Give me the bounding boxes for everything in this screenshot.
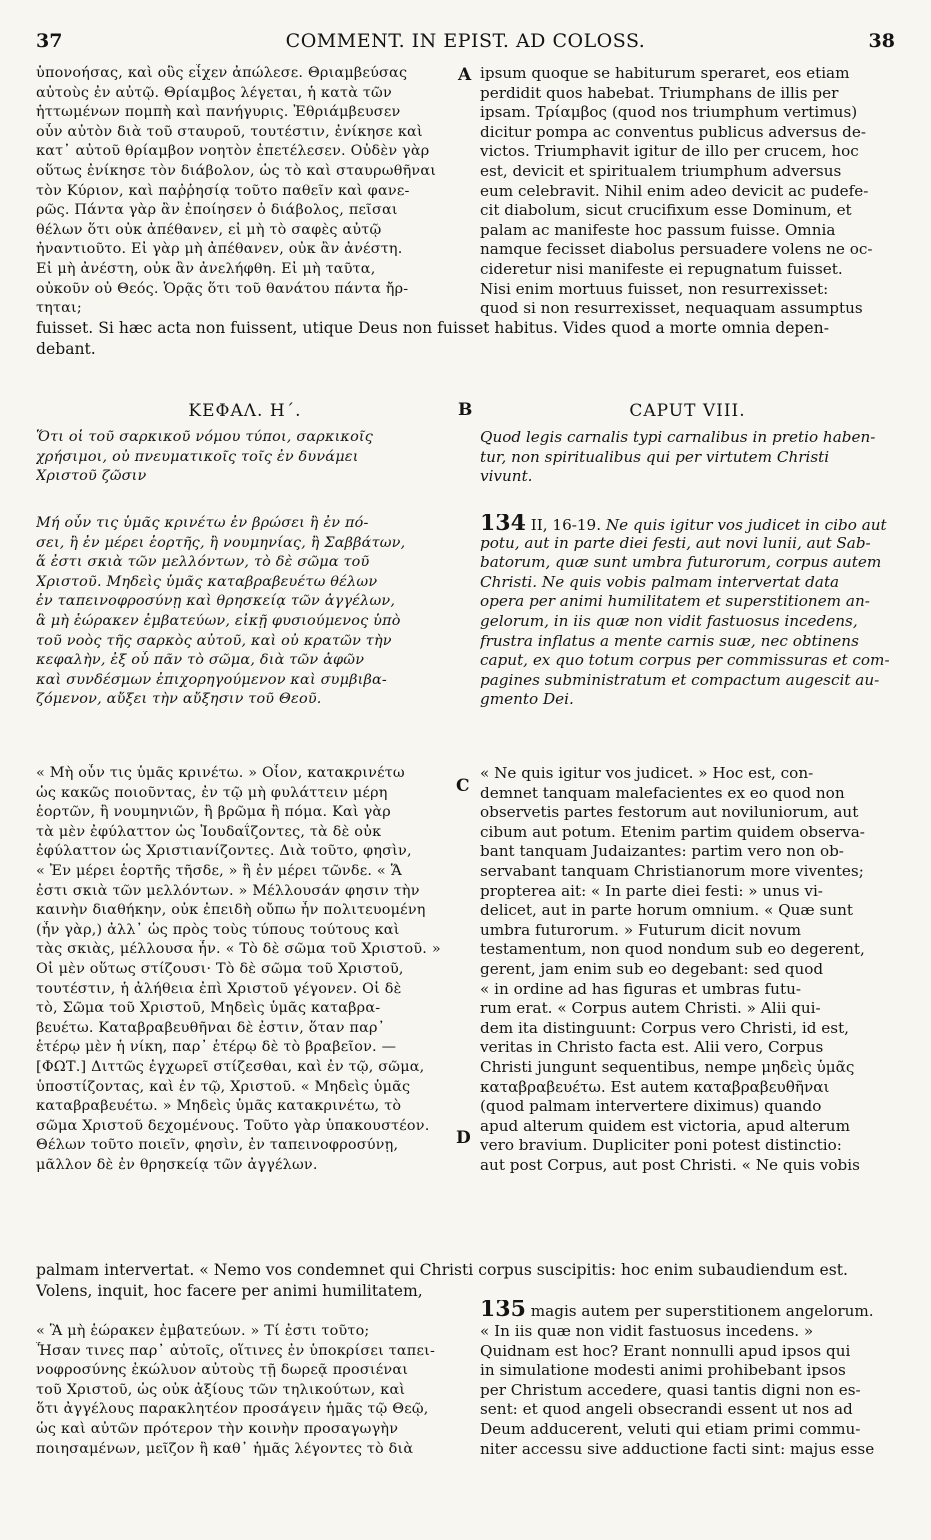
margin-marker-b: B <box>458 400 473 420</box>
page-number-left: 37 <box>36 30 63 52</box>
text-line: καινὴν διαθήκην, οὐκ ἐπειδὴ οὔπω ἦν πολιτευομένη <box>36 902 426 919</box>
latin-column-bottom <box>480 1322 895 1459</box>
scripture-reference: II, 16-19. <box>525 516 602 534</box>
text-line: observetis partes festorum aut noviluniorum, aut <box>480 803 859 822</box>
text-line: τουτέστιν, ἡ ἀλήθεια ἐπὶ Χριστοῦ γέγονεν. Οἱ δὲ <box>36 980 402 997</box>
text-line: ζόμενον, αὔξει τὴν αὔξησιν τοῦ Θεοῦ. <box>36 691 322 708</box>
text-line: τὸν Κύριον, καὶ παῤῥησίᾳ τοῦτο παθεῖν καὶ φανε- <box>36 182 410 199</box>
text-line: « Ἐν μέρει ἑορτῆς τῆσδε, » ἢ ἐν μέρει τῶνδε. « Ἅ <box>36 862 402 879</box>
text-line: ἑτέρῳ μὲν ἡ νίκη, παρ᾽ ἑτέρῳ δὲ τὸ βραβεῖον. — <box>36 1039 397 1056</box>
latin-commentary <box>480 764 895 1175</box>
wide-text-block-1 <box>36 318 896 359</box>
text-line: ἐφύλαττον ὡς Χριστιανίζοντες. Διὰ τοῦτο, φησὶν, <box>36 843 412 860</box>
text-line: gerent, jam enim sub eo degebant: sed quod <box>480 959 824 978</box>
text-line: ἐν ταπεινοφροσύνῃ καὶ θρησκείᾳ τῶν ἀγγέλων, <box>36 593 396 610</box>
text-line: namque fecisset diabolus persuadere volens ne oc- <box>480 240 873 259</box>
greek-scripture-text <box>36 514 454 710</box>
text-line: τὰ μὲν ἐφύλαττον ὡς Ἰουδαΐζοντες, τὰ δὲ οὐκ <box>36 823 382 840</box>
margin-marker-a: A <box>458 65 472 85</box>
text-line: οὖν αὐτὸν διὰ τοῦ σταυροῦ, τουτέστιν, ἐνίκησε καὶ <box>36 123 423 140</box>
text-line: Ὅτι οἱ τοῦ σαρκικοῦ νόμου τύποι, σαρκικοῖς <box>36 429 374 445</box>
text-line: « Ne quis igitur vos judicet. » Hoc est, con- <box>480 764 814 782</box>
text-line: καὶ συνδέσμων ἐπιχορηγούμενον καὶ συμβιβα- <box>36 671 387 688</box>
text-line: victos. Triumphavit igitur de illo per crucem, hoc <box>480 142 859 161</box>
text-line: cit diabolum, sicut crucifixum esse Dominum, et <box>480 201 852 220</box>
text-line: τὸ, Σῶμα τοῦ Χριστοῦ, Μηδεὶς ὑμᾶς καταβρα- <box>36 1000 381 1017</box>
text-line: νοφροσύνης ἐκώλυον αὐτοὺς τῇ δωρεᾷ προσιέναι <box>36 1362 409 1379</box>
text-line: « Μὴ οὖν τις ὑμᾶς κρινέτω. » Οἷον, κατακρινέτω <box>36 765 405 781</box>
text-line: cideretur nisi manifeste ei repugnatum fuisset. <box>480 259 843 278</box>
text-line: τὰς σκιὰς, μέλλουσα ἦν. « Τὸ δὲ σῶμα τοῦ Χριστοῦ. » <box>36 941 441 958</box>
text-line: ποιησαμένων, μεῖζον ἢ καθ᾽ ἡμᾶς λέγοντες τὸ διὰ <box>36 1440 414 1457</box>
text-line: est, devicit et spiritualem triumphum adversus <box>480 161 842 180</box>
text-line: χρήσιμοι, οὐ πνευματικοῖς τοῖς ἐν δυνάμει <box>36 448 359 465</box>
text-line: dem ita distinguunt: Corpus vero Christi, id est, <box>480 1018 850 1037</box>
text-line: opera per animi humilitatem et superstitionem an- <box>480 592 870 611</box>
text-line: caput, ex quo totum corpus per commissuras et com- <box>480 651 890 670</box>
text-line: demnet tanquam malefacientes ex eo quod non <box>480 783 845 802</box>
text-line: ipsam. Τρίαμβος (quod nos triumphum vertimus) <box>480 103 858 122</box>
text-line: κεφαλὴν, ἐξ οὗ πᾶν τὸ σῶμα, διὰ τῶν ἁφῶν <box>36 652 365 669</box>
text-line: τοῦ Χριστοῦ, ὡς οὐκ ἀξίους τῶν τηλικούτων, καὶ <box>36 1381 406 1398</box>
text-line: Ἦσαν τινες παρ᾽ αὐτοῖς, οἵτινες ἐν ὑποκρίσει ταπει- <box>36 1342 435 1359</box>
text-line: umbra futurorum. » Futurum dicit novum <box>480 920 801 939</box>
text-line: tur, non spiritualibus qui per virtutem Christi <box>480 447 830 466</box>
text-line: palmam intervertat. « Nemo vos condemnet qui Christi corpus suscipitis: hoc enim subaudiendum est. <box>36 1261 848 1279</box>
latin-135-text: magis autem per superstitionem angelorum. <box>530 1302 874 1320</box>
text-line: rum erat. « Corpus autem Christi. » Alii qui- <box>480 999 821 1018</box>
text-line: bant tanquam Judaizantes: partim vero non ob- <box>480 842 844 861</box>
text-line: aut post Corpus, aut post Christi. « Ne quis vobis <box>480 1155 860 1174</box>
text-line: perdidit quos habebat. Triumphans de illis per <box>480 83 839 102</box>
greek-commentary <box>36 764 454 1175</box>
text-line: Χριστοῦ. Μηδεὶς ὑμᾶς καταβραβευέτω θέλων <box>36 573 378 590</box>
text-line: Christi. Ne quis vobis palmam intervertat data <box>480 572 840 591</box>
latin-scripture-lines <box>480 534 895 710</box>
text-line: pagines subministratum et compactum augescit au- <box>480 670 880 689</box>
latin-chapter-summary <box>480 428 895 487</box>
latin-chapter-heading-block <box>480 398 895 424</box>
text-line: κατ᾽ αὐτοῦ θρίαμβον νοητὸν ἐπετέλεσεν. Οὐδὲν γὰρ <box>36 143 430 160</box>
text-line: palam ac manifeste hoc passum fuisse. Omnia <box>480 220 836 239</box>
text-line: ὅτι ἀγγέλους παρακλητέον προσάγειν ἡμᾶς τῷ Θεῷ, <box>36 1401 429 1418</box>
text-line: ipsum quoque se habiturum speraret, eos etiam <box>480 64 850 82</box>
text-line: testamentum, non quod nondum sub eo degerent, <box>480 940 865 959</box>
text-line: Εἰ μὴ ἀνέστη, οὐκ ἂν ἀνελήφθη. Εἰ μὴ ταῦτα, <box>36 260 376 277</box>
text-line: dicitur pompa ac conventus publicus adversus de- <box>480 122 866 141</box>
text-line: ὑπονοήσας, καὶ οὓς εἶχεν ἀπώλεσε. Θριαμβεύσας <box>36 65 408 81</box>
text-line: cibum aut potum. Etenim partim quidem observa- <box>480 822 865 841</box>
text-line: gelorum, in iis quæ non vidit fastuosus incedens, <box>480 611 858 630</box>
text-line: potu, aut in parte diei festi, aut novi lunii, aut Sab- <box>480 533 871 552</box>
text-line: delicet, aut in parte horum omnium. « Quæ sunt <box>480 901 853 920</box>
latin-column-top <box>480 64 895 319</box>
text-line: fuisset. Si hæc acta non fuissent, utique Deus non fuisset habitus. Vides quod a morte omnia depen- <box>36 319 829 337</box>
text-line: gmento Dei. <box>480 690 574 709</box>
margin-marker-d: D <box>456 1128 471 1148</box>
text-line: apud alterum quidem est victoria, apud alterum <box>480 1116 850 1135</box>
text-line: Deum adducerent, veluti qui etiam primi commu- <box>480 1419 861 1438</box>
text-line: καταβραβευέτω. » Μηδεὶς ὑμᾶς κατακρινέτω, τὸ <box>36 1098 402 1115</box>
text-line: in simulatione modesti animi prohibebant ipsos <box>480 1361 846 1380</box>
text-line: batorum, quæ sunt umbra futurorum, corpus autem <box>480 553 882 572</box>
latin-scripture-first-line <box>480 514 895 534</box>
text-line: βευέτω. Καταβραβευθῆναι δὲ ἐστιν, ὅταν παρ᾽ <box>36 1019 386 1036</box>
text-line: (ἦν γὰρ,) ἀλλ᾽ ὡς πρὸς τοὺς τύπους τούτους καὶ <box>36 921 400 938</box>
margin-marker-c: C <box>456 776 470 796</box>
text-line: « Ἃ μὴ ἑώρακεν ἐμβατεύων. » Τί ἐστι τοῦτο; <box>36 1323 370 1339</box>
text-line: ἅ ἐστι σκιὰ τῶν μελλόντων, τὸ δὲ σῶμα τοῦ <box>36 554 370 571</box>
text-line: « in ordine ad has figuras et umbras futu- <box>480 979 801 998</box>
text-line: ἐστι σκιὰ τῶν μελλόντων. » Μέλλουσάν φησιν τὴν <box>36 882 420 899</box>
text-line: ὡς καὶ αὐτῶν πρότερον τὴν κοινὴν προσαγωγὴν <box>36 1420 399 1437</box>
text-line: Οἱ μὲν οὕτως στίζουσι· Τὸ δὲ σῶμα τοῦ Χριστοῦ, <box>36 960 404 977</box>
text-line: frustra inflatus a mente carnis suæ, nec obtinens <box>480 631 859 650</box>
page-number-right: 38 <box>868 30 895 52</box>
latin-scripture-text <box>480 514 895 710</box>
text-line: ἠναντιοῦτο. Εἰ γὰρ μὴ ἀπέθανεν, οὐκ ἂν ἀνέστη. <box>36 241 403 258</box>
text-line: debant. <box>36 339 96 358</box>
text-line: Χριστοῦ ζῶσιν <box>36 468 147 485</box>
text-line: τοῦ νοὸς τῆς σαρκὸς αὐτοῦ, καὶ οὐ κρατῶν τὴν <box>36 632 392 649</box>
text-line: θέλων ὅτι οὐκ ἀπέθανεν, εἰ μὴ τὸ σαφὲς αὐτῷ <box>36 221 382 238</box>
text-line: Volens, inquit, hoc facere per animi humilitatem, <box>36 1281 423 1300</box>
text-line: καταβραβευέτω. Est autem καταβραβευθῆναι <box>480 1077 830 1096</box>
text-line: ὑποστίζοντας, καὶ ἐν τῷ, Χριστοῦ. « Μηδεὶς ὑμᾶς <box>36 1078 411 1095</box>
text-line: eum celebravit. Nihil enim adeo devicit ac pudefe- <box>480 181 869 200</box>
scripture-first-words: Ne quis igitur vos judicet in cibo aut <box>605 516 887 534</box>
text-line: ἑορτῶν, ἢ νουμηνιῶν, ἢ βρῶμα ἢ πόμα. Καὶ γὰρ <box>36 804 391 821</box>
wide-text-block-2 <box>36 1260 896 1301</box>
text-line: sent: et quod angeli obsecrandi essent ut nos ad <box>480 1400 853 1419</box>
text-line: Christi jungunt sequentibus, nempe μηδεὶς ὑμᾶς <box>480 1057 855 1076</box>
latin-chapter-heading: CAPUT VIII. <box>629 401 746 421</box>
latin-135-line <box>480 1300 895 1320</box>
greek-chapter-heading-block <box>36 398 454 424</box>
section-number-134: 134 <box>480 514 526 534</box>
text-line: αὐτοὺς ἐν αὐτῷ. Θρίαμβος λέγεται, ἡ κατὰ τῶν <box>36 84 392 101</box>
text-line: veritas in Christo facta est. Alii vero, Corpus <box>480 1038 824 1057</box>
text-line: Quidnam est hoc? Erant nonnulli apud ipsos qui <box>480 1341 851 1360</box>
text-line: μᾶλλον δὲ ἐν θρησκείᾳ τῶν ἀγγέλων. <box>36 1156 318 1173</box>
text-line: ἃ μὴ ἑώρακεν ἐμβατεύων, εἰκῇ φυσιούμενος ὑπὸ <box>36 612 401 629</box>
text-line: (quod palmam intervertere diximus) quando <box>480 1097 822 1116</box>
text-line: Nisi enim mortuus fuisset, non resurrexisset: <box>480 279 829 298</box>
text-line: [ΦΩΤ.] Διττῶς ἐγχωρεῖ στίζεσθαι, καὶ ἐν τῷ, σῶμα, <box>36 1058 425 1075</box>
text-line: οὐκοῦν οὐ Θεός. Ὁρᾷς ὅτι τοῦ θανάτου πάντα ἤρ- <box>36 280 409 297</box>
text-line: vero bravium. Dupliciter poni potest distinctio: <box>480 1136 842 1155</box>
running-header <box>36 30 895 60</box>
greek-chapter-heading: ΚΕΦΑΛ. Η΄. <box>188 401 302 421</box>
text-line: σει, ἢ ἐν μέρει ἑορτῆς, ἢ νουμηνίας, ἢ Σαββάτων, <box>36 534 406 551</box>
text-line: quod si non resurrexisset, nequaquam assumptus <box>480 299 863 318</box>
text-line: ρῶς. Πάντα γὰρ ἂν ἐποίησεν ὁ διάβολος, πεῖσαι <box>36 202 398 219</box>
text-line: servabant tanquam Christianorum more viventes; <box>480 861 864 880</box>
greek-column-top <box>36 64 454 319</box>
text-line: ὡς κακῶς ποιοῦντας, ἐν τῷ μὴ φυλάττειν μέρη <box>36 784 388 801</box>
text-line: niter accessu sive adductione facti sint: majus esse <box>480 1439 875 1458</box>
text-line: vivunt. <box>480 467 533 486</box>
running-title: COMMENT. IN EPIST. AD COLOSS. <box>285 30 646 52</box>
text-line: σῶμα Χριστοῦ δεχομένους. Τοῦτο γὰρ ὑπακουστέον. <box>36 1117 430 1134</box>
text-line: οὕτως ἐνίκησε τὸν διάβολον, ὡς τὸ καὶ σταυρωθῆναι <box>36 162 437 179</box>
text-line: Θέλων τοῦτο ποιεῖν, φησὶν, ἐν ταπεινοφροσύνῃ, <box>36 1137 399 1154</box>
text-line: τηται; <box>36 300 82 317</box>
text-line: ἡττωμένων πομπὴ καὶ πανήγυρις. Ἐθριάμβευσεν <box>36 104 401 121</box>
text-line: propterea ait: « In parte diei festi: » unus vi- <box>480 881 823 900</box>
greek-chapter-summary <box>36 428 454 487</box>
section-number-135: 135 <box>480 1300 526 1320</box>
greek-column-bottom <box>36 1322 454 1459</box>
text-line: « In iis quæ non vidit fastuosus incedens. » <box>480 1322 814 1340</box>
latin-135-line-block <box>480 1300 895 1320</box>
text-line: Quod legis carnalis typi carnalibus in pretio haben- <box>480 428 876 446</box>
text-line: per Christum accedere, quasi tantis digni non es- <box>480 1380 861 1399</box>
text-line: Μή οὖν τις ὑμᾶς κρινέτω ἐν βρώσει ἢ ἐν πό- <box>36 515 369 531</box>
